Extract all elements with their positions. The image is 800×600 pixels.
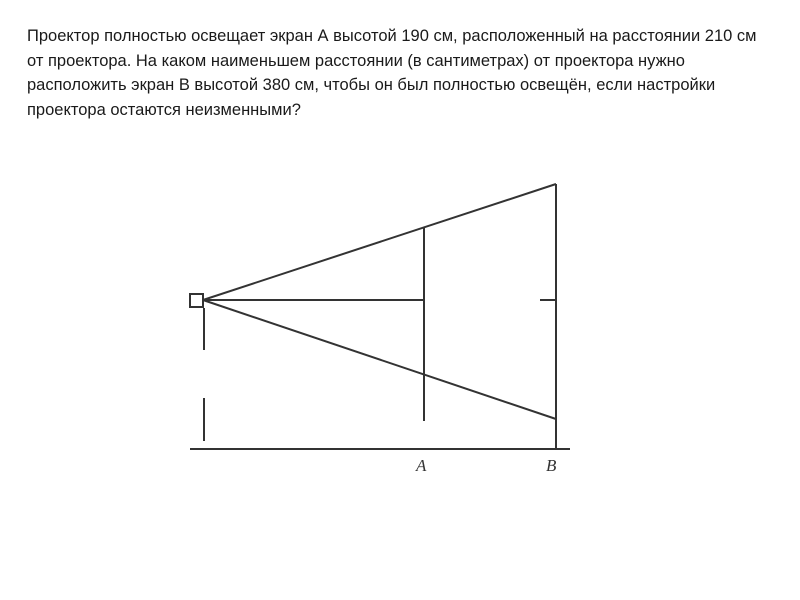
beam-lower-ray [203, 300, 556, 419]
label-screen-a: A [416, 456, 427, 475]
beam-upper-ray [203, 184, 556, 300]
label-screen-b: B [546, 456, 557, 475]
projector-icon [190, 294, 203, 307]
problem-statement: Проектор полностью освещает экран А высотой 190 см, расположенный на расстоянии 210 см от проектора. На каком наименьшем расстоянии (в сантиметрах) от проектора нужно расположить экран В высотой 380 см, чтобы он был полностью освещён, если настройки проектора остаются неизменными? [27, 27, 757, 119]
